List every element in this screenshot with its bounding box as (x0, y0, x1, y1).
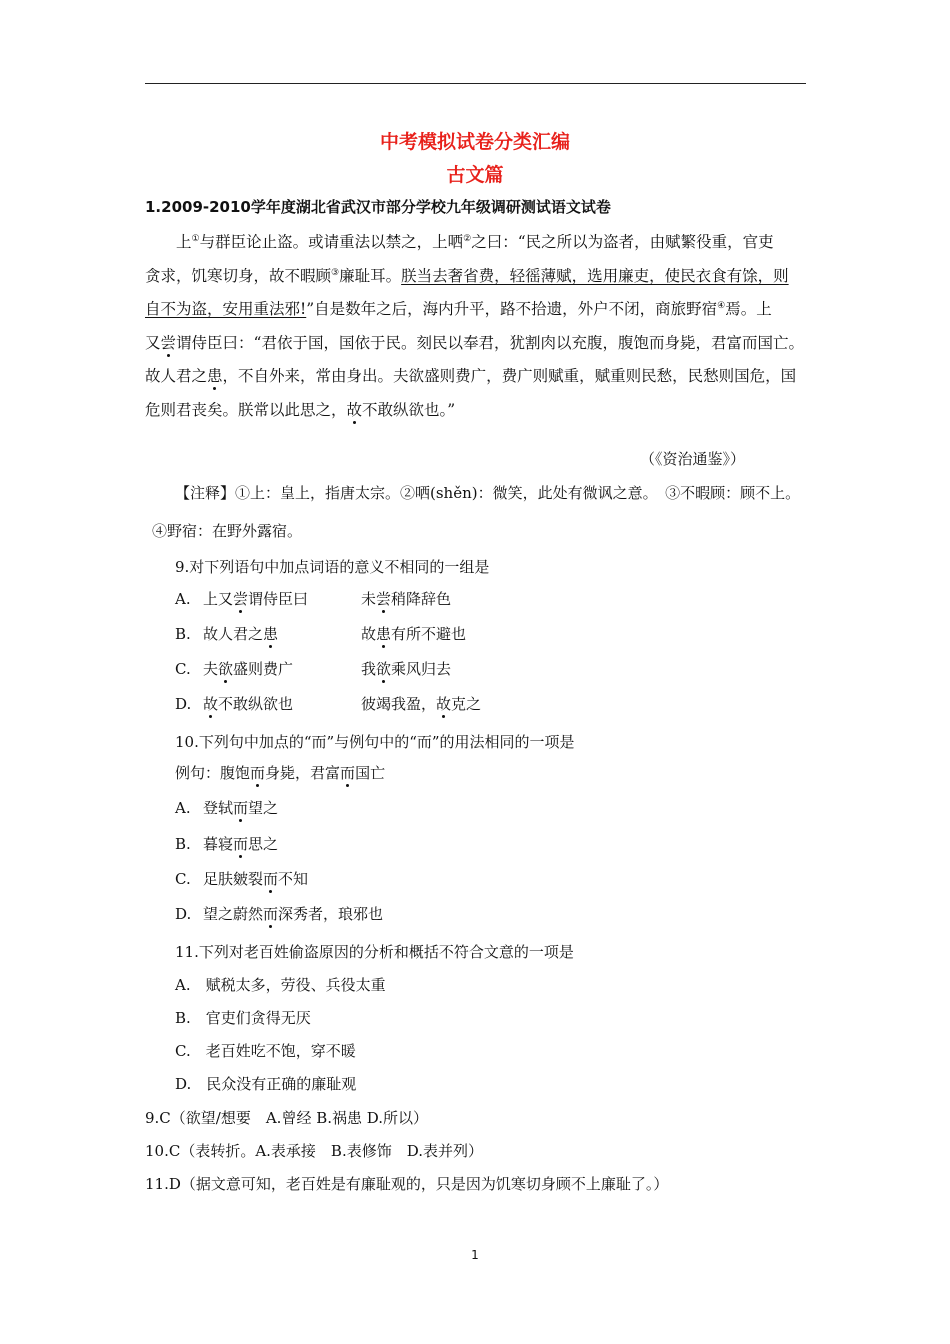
underlined-sentence-end: 自不为盗，安用重法邪! (145, 300, 307, 318)
q11-option-d: D. 民众没有正确的廉耻观 (175, 1075, 357, 1093)
passage-line-2: 贪求，饥寒切身，故不暇顾③廉耻耳。朕当去奢省费，轻徭薄赋，选用廉吏，使民衣食有馀，则 (145, 266, 789, 285)
dotted-char: 患 (207, 367, 223, 385)
answer-11: 11.D（据文意可知，老百姓是有廉耻观的，只是因为饥寒切身顾不上廉耻了。） (145, 1175, 669, 1193)
page-number: 1 (471, 1248, 479, 1262)
passage-line-6: 危则君丧矣。朕常以此思之，故不敢纵欲也。” (145, 400, 456, 419)
q10-option-c: C. 足肤皴裂而不知 (175, 870, 309, 888)
classical-passage (145, 226, 809, 427)
annotation-line-2: ④野宿：在野外露宿。 (152, 522, 303, 540)
underlined-sentence: 朕当去奢省费，轻徭薄赋，选用廉吏，使民衣食有馀，则 (401, 266, 789, 285)
q10-option-d: D. 望之蔚然而深秀者，琅邪也 (175, 905, 384, 923)
section-heading: 1.2009-2010学年度湖北省武汉市部分学校九年级调研测试语文试卷 (145, 198, 611, 216)
header-rule (145, 83, 806, 84)
question-9-stem: 9.对下列语句中加点词语的意义不相同的一组是 (175, 558, 490, 576)
passage-line-5: 故人君之患，不自外来，常由身出。夫欲盛则费广，费广则赋重，赋重则民愁，民愁则国危，国 (145, 367, 797, 385)
q10-example: 例句：腹饱而身毙，君富而国亡 (175, 764, 386, 782)
q9-option-a: A. 上又尝谓侍臣曰 未尝稍降辞色 (175, 590, 452, 608)
passage-line-3: 自不为盗，安用重法邪!”自是数年之后，海内升平，路不拾遗，外户不闭，商旅野宿④焉。上 (145, 300, 772, 318)
q10-option-b: B. 暮寝而思之 (175, 835, 279, 853)
q11-option-a: A. 赋税太多，劳役、兵役太重 (175, 976, 386, 994)
dotted-char: 尝 (160, 333, 177, 352)
source-citation: （《资治通鉴》） (640, 450, 746, 468)
answer-10: 10.C（表转折。A.表承接 B.表修饰 D.表并列） (145, 1142, 483, 1160)
q9-option-d: D. 故不敢纵欲也 彼竭我盈，故克之 (175, 695, 482, 713)
q9-option-c: C. 夫欲盛则费广 我欲乘风归去 (175, 660, 452, 678)
dotted-char: 故 (346, 400, 363, 419)
passage-line-4: 又尝谓侍臣曰：“君依于国，国依于民。刻民以奉君，犹割肉以充腹，腹饱而身毙，君富而国亡。 (145, 333, 805, 352)
annotation-line-1: 【注释】①上：皇上，指唐太宗。②哂(shěn)：微笑，此处有微讽之意。 ③不暇顾：顾不上。 (175, 484, 801, 502)
q11-option-c: C. 老百姓吃不饱，穿不暖 (175, 1042, 356, 1060)
page-title: 中考模拟试卷分类汇编 (379, 131, 570, 153)
q9-option-b: B. 故人君之患 故患有所不避也 (175, 625, 467, 643)
passage-line-1: 上①与群臣论止盗。或请重法以禁之，上哂②之曰：“民之所以为盗者，由赋繁役重，官吏 (176, 233, 774, 251)
q11-option-b: B. 官吏们贪得无厌 (175, 1009, 311, 1027)
question-11-stem: 11.下列对老百姓偷盗原因的分析和概括不符合文意的一项是 (175, 943, 574, 961)
answer-9: 9.C（欲望/想要 A.曾经 B.祸患 D.所以） (145, 1109, 429, 1127)
q10-option-a: A. 登轼而望之 (175, 799, 279, 817)
question-10-stem: 10.下列句中加点的“而”与例句中的“而”的用法相同的一项是 (175, 733, 575, 751)
page-subtitle: 古文篇 (446, 164, 504, 186)
